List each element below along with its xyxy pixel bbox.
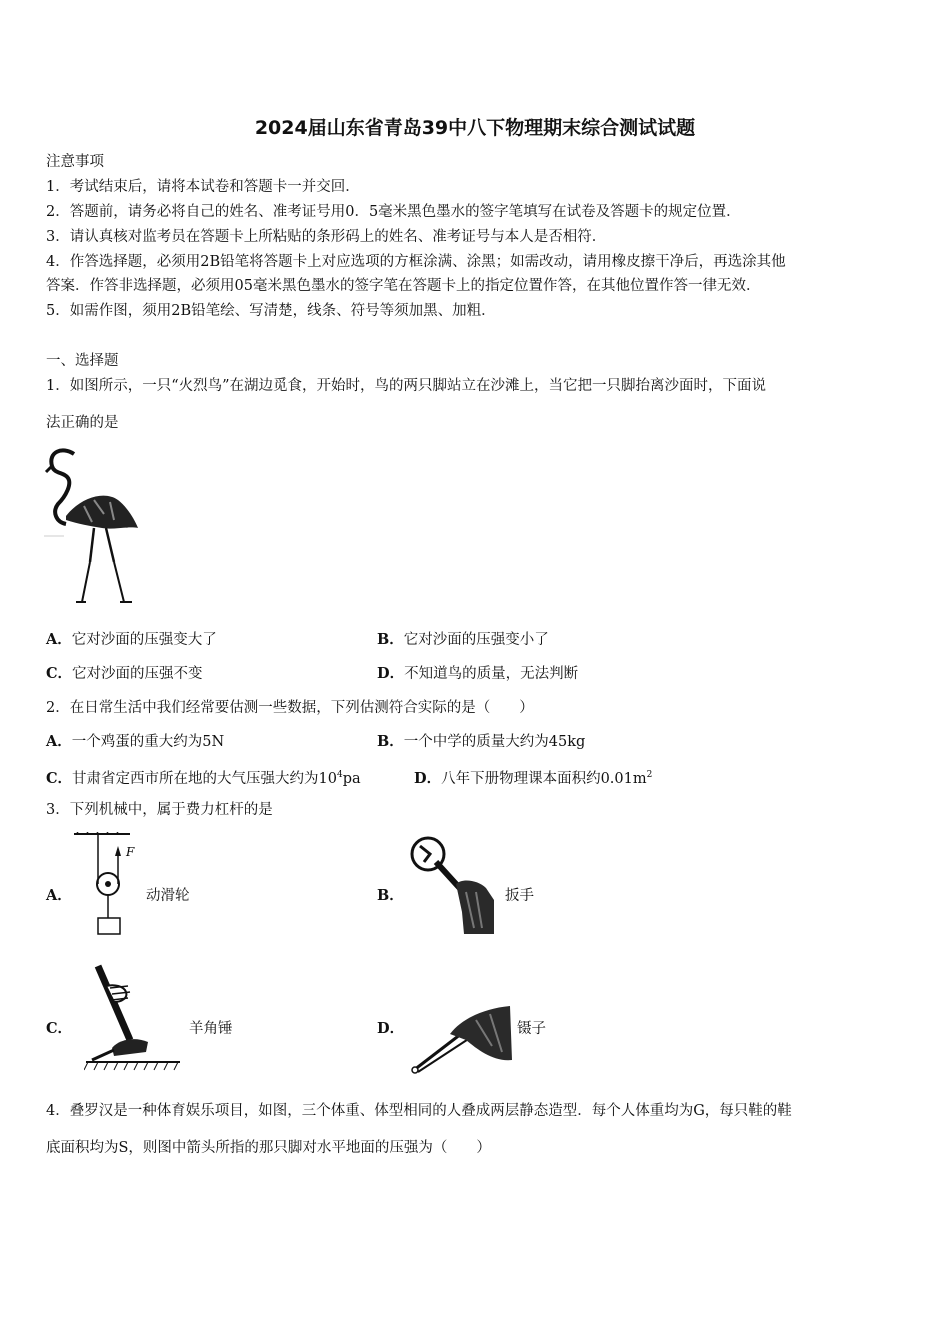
- q3-option-a-text: 动滑轮: [146, 888, 190, 904]
- q3-option-d-letter: D．: [377, 1020, 405, 1037]
- q4-stem-line2: 底面积均为S，则图中箭头所指的那只脚对水平地面的压强为（ ）: [46, 1140, 491, 1156]
- option-text: 八年下册物理课本面积约0.01m: [441, 770, 647, 787]
- q1-stem-line1: 1．如图所示，一只“火烈鸟”在湖边觅食，开始时，鸟的两只脚站立在沙滩上，当它把一只脚抬离沙面时，下面说: [46, 378, 767, 394]
- claw-hammer-figure: [84, 962, 184, 1074]
- option-text: 它对沙面的压强变小了: [403, 632, 549, 648]
- q3-option-a-letter: A．: [46, 887, 72, 904]
- option-letter: A．: [46, 631, 72, 648]
- option-letter: C．: [46, 665, 73, 682]
- notice-item: 3．请认真核对监考员在答题卡上所粘贴的条形码上的姓名、准考证号与本人是否相符．: [46, 229, 607, 245]
- q2-option-c: [46, 765, 361, 789]
- notice-item: 答案．作答非选择题，必须用05毫米黑色墨水的签字笔在答题卡上的指定位置作答，在其他位置作答一律无效．: [46, 278, 761, 294]
- q2-option-d: [414, 765, 652, 789]
- tweezers-figure: [410, 1000, 514, 1076]
- option-letter: D．: [414, 769, 442, 787]
- q1-option-c: [46, 664, 203, 684]
- option-text: 一个中学的质量大约为45kg: [403, 734, 586, 750]
- superscript: 2: [646, 770, 653, 780]
- q1-option-b: [377, 630, 549, 650]
- q3-option-d-text: 镊子: [517, 1021, 546, 1037]
- option-text: 不知道鸟的质量，无法判断: [404, 666, 579, 682]
- option-letter: D．: [377, 665, 405, 682]
- option-letter: B．: [377, 733, 404, 750]
- option-text: 甘肃省定西市所在地的大气压强大约为10: [72, 770, 337, 787]
- page-title: 2024届山东省青岛39中八下物理期末综合测试试题: [254, 117, 696, 139]
- notice-item: 2．答题前，请务必将自己的姓名、准考证号用0．5毫米黑色墨水的签字笔填写在试卷及答题卡的规定位置．: [46, 204, 741, 220]
- option-text: 一个鸡蛋的重大约为5N: [71, 734, 225, 750]
- option-text-suffix: pa: [342, 770, 361, 787]
- option-letter: B．: [377, 631, 404, 648]
- notice-item: 4．作答选择题，必须用2B铅笔将答题卡上对应选项的方框涂满、涂黑；如需改动，请用橡皮擦干净后，再选涂其他: [46, 254, 786, 270]
- option-letter: A．: [46, 733, 72, 750]
- q1-option-a: [46, 630, 217, 650]
- notice-item: 1．考试结束后，请将本试卷和答题卡一并交回．: [46, 179, 360, 195]
- wrench-figure: [406, 832, 502, 942]
- q2-stem: 2．在日常生活中我们经常要估测一些数据，下列估测符合实际的是（ ）: [46, 700, 534, 716]
- force-label: F: [126, 845, 135, 859]
- q2-option-b: [377, 732, 585, 752]
- notice-item: 5．如需作图，须用2B铅笔绘、写清楚，线条、符号等须加黑、加粗．: [46, 303, 496, 319]
- option-text: 它对沙面的压强变大了: [71, 632, 217, 648]
- q2-option-a: [46, 732, 224, 752]
- movable-pulley-figure: [70, 832, 150, 942]
- q4-stem-line1: 4．叠罗汉是一种体育娱乐项目，如图，三个体重、体型相同的人叠成两层静态造型．每个人体重均为G，每只鞋的鞋: [46, 1103, 792, 1119]
- option-text: 它对沙面的压强不变: [72, 666, 203, 682]
- flamingo-figure: [44, 444, 144, 606]
- q3-option-c-text: 羊角锤: [189, 1021, 233, 1037]
- q1-option-d: [377, 664, 578, 684]
- q3-stem: 3．下列机械中，属于费力杠杆的是: [46, 802, 273, 818]
- q3-option-b-text: 扳手: [505, 888, 534, 904]
- q3-option-b-letter: B．: [377, 887, 404, 904]
- option-letter: C．: [46, 769, 73, 787]
- section-heading: 一、选择题: [46, 353, 119, 369]
- notice-heading: 注意事项: [46, 154, 104, 170]
- q1-stem-line2: 法正确的是: [46, 415, 119, 431]
- q3-option-c-letter: C．: [46, 1020, 73, 1037]
- superscript: 4: [337, 770, 343, 780]
